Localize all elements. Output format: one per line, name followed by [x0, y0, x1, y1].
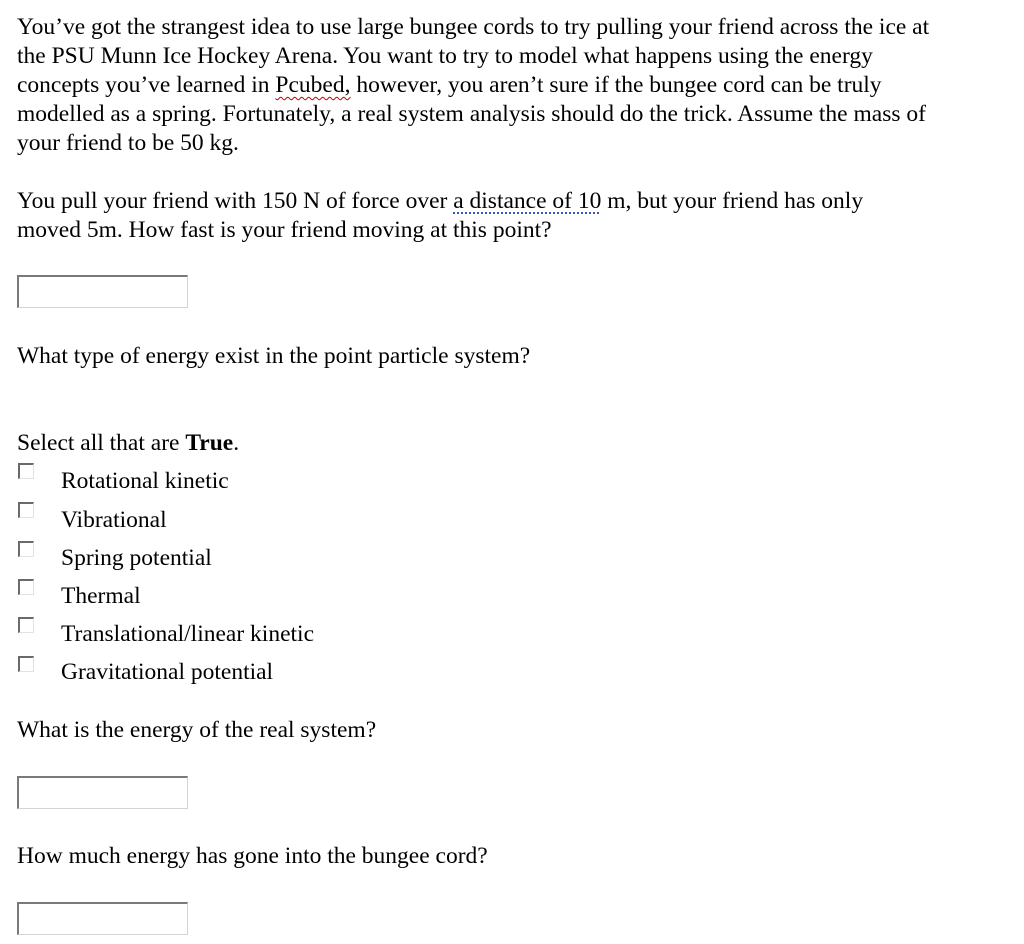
- checkbox-gravitational-potential[interactable]: [18, 656, 34, 672]
- instruction-bold: True: [185, 430, 234, 456]
- checkbox-vibrational[interactable]: [18, 502, 34, 518]
- option-label: Spring potential: [61, 545, 212, 571]
- intro-text: however, you aren’t sure if the bungee cord can be truly: [350, 72, 882, 98]
- question-text: [17, 187, 863, 216]
- intro-line: You’ve got the strangest idea to use large bungee cords to try pulling your friend across the ice at: [17, 14, 930, 40]
- option-label: Rotational kinetic: [61, 468, 229, 494]
- checkbox-rotational-kinetic[interactable]: [18, 463, 34, 479]
- checkbox-spring-potential[interactable]: [18, 541, 34, 557]
- instruction-text: Select all that are: [17, 430, 186, 456]
- answer-input-speed[interactable]: [17, 275, 188, 308]
- question-text: How much energy has gone into the bungee cord?: [17, 843, 488, 869]
- question-text: What is the energy of the real system?: [17, 717, 377, 743]
- intro-line: [17, 71, 882, 100]
- instruction-text: .: [233, 430, 240, 456]
- checkbox-translational-linear-kinetic[interactable]: [18, 617, 34, 633]
- question-text-part: You pull your friend with 150 N of force over: [17, 188, 454, 214]
- option-label: Vibrational: [61, 507, 167, 533]
- question-text: What type of energy exist in the point particle system?: [17, 343, 531, 369]
- option-label: Thermal: [61, 583, 141, 609]
- answer-input-real-system-energy[interactable]: [17, 776, 188, 809]
- checkbox-thermal[interactable]: [18, 579, 34, 595]
- intro-text: concepts you’ve learned in: [17, 72, 276, 98]
- question-text: moved 5m. How fast is your friend moving at this point?: [17, 217, 552, 243]
- intro-line: modelled as a spring. Fortunately, a real system analysis should do the trick. Assume the mass of: [17, 101, 926, 127]
- question-text-part: m, but your friend has only: [601, 188, 864, 214]
- option-label: Gravitational potential: [61, 659, 274, 685]
- intro-line: your friend to be 50 kg.: [17, 130, 239, 156]
- intro-line: the PSU Munn Ice Hockey Arena. You want to try to model what happens using the energy: [17, 43, 873, 69]
- answer-input-bungee-energy[interactable]: [17, 902, 188, 935]
- select-instruction: [17, 429, 239, 458]
- grammar-flagged-phrase[interactable]: a distance of 10: [453, 188, 602, 214]
- misspelled-word[interactable]: Pcubed,: [275, 72, 351, 98]
- option-label: Translational/linear kinetic: [61, 621, 315, 647]
